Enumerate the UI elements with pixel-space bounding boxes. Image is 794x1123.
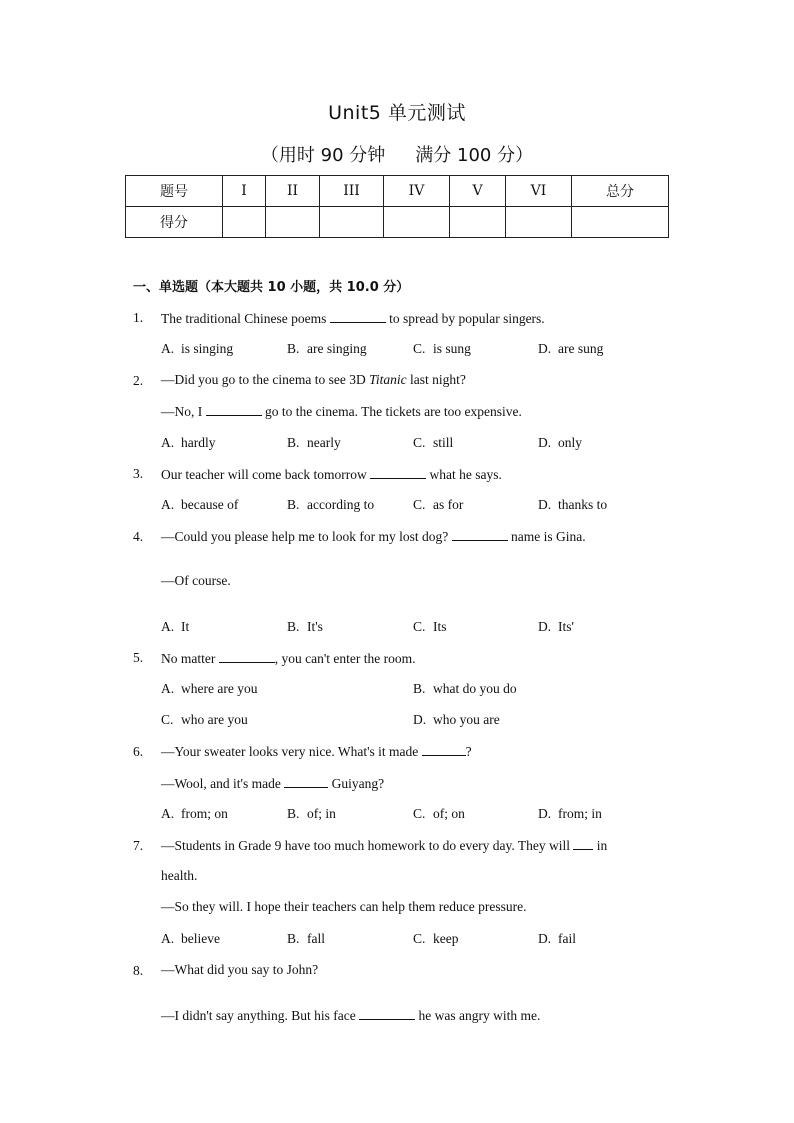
table-cell: I (223, 176, 266, 207)
option-letter: B. (287, 806, 300, 821)
section-heading: 一、单选题（本大题共 10 小题，共 10.0 分） (133, 280, 410, 295)
answer-blank[interactable] (359, 1007, 415, 1020)
question-text: —What did you say to John? (161, 962, 319, 977)
option-text: who are you (181, 712, 248, 727)
question-text: —So they will. I hope their teachers can help them reduce pressure. (161, 899, 527, 914)
question-text (161, 310, 545, 327)
option-b[interactable] (287, 931, 325, 947)
option-letter: A. (161, 931, 175, 946)
question-text (161, 466, 502, 483)
option-d[interactable] (538, 497, 607, 513)
text: Our teacher will come back tomorrow (161, 467, 367, 482)
option-text: hardly (181, 435, 216, 450)
text: go to the cinema. The tickets are too expensive. (265, 404, 522, 419)
text: —Could you please help me to look for my lost dog? (161, 529, 449, 544)
option-text: is sung (433, 341, 471, 356)
option-letter: D. (413, 712, 427, 727)
text: , you can't enter the room. (274, 651, 416, 666)
text: —Did you go to the cinema to see 3D (161, 372, 366, 387)
option-letter: D. (538, 341, 552, 356)
question-text (161, 650, 416, 667)
answer-blank[interactable] (330, 310, 386, 323)
question-text (161, 837, 607, 854)
option-letter: A. (161, 435, 175, 450)
option-d[interactable] (538, 619, 574, 635)
exam-subtitle (0, 141, 794, 167)
option-text: according to (307, 497, 375, 512)
text: —I didn't say anything. But his face (161, 1008, 356, 1023)
option-c[interactable] (413, 435, 453, 451)
answer-blank[interactable] (452, 528, 508, 541)
text: to spread by popular singers. (389, 311, 545, 326)
score-cell[interactable] (450, 207, 506, 238)
question-number: 8. (133, 963, 144, 978)
score-cell[interactable] (506, 207, 572, 238)
option-b[interactable] (287, 497, 374, 513)
option-text: where are you (181, 681, 258, 696)
text: —Wool, and it's made (161, 776, 281, 791)
option-letter: C. (413, 435, 426, 450)
table-cell: III (320, 176, 384, 207)
option-text: of; on (433, 806, 465, 821)
full-score: 满分 100 分） (415, 145, 534, 166)
option-text: It's (307, 619, 323, 634)
text: name is Gina. (510, 529, 586, 544)
option-letter: D. (538, 619, 552, 634)
answer-blank[interactable] (284, 775, 328, 788)
score-cell[interactable] (384, 207, 450, 238)
question-text: —Of course. (161, 573, 231, 588)
option-letter: D. (538, 435, 552, 450)
option-letter: C. (161, 712, 174, 727)
text: in (596, 838, 608, 853)
option-b[interactable] (413, 681, 517, 697)
question-number: 4. (133, 529, 144, 544)
option-text: who you are (433, 712, 500, 727)
option-text: Its' (558, 619, 574, 634)
question-number: 1. (133, 310, 144, 325)
question-text (161, 775, 384, 792)
question-text (161, 372, 466, 388)
text: ? (465, 744, 472, 759)
answer-blank[interactable] (219, 650, 275, 663)
option-d[interactable] (538, 806, 602, 822)
option-letter: A. (161, 341, 175, 356)
option-b[interactable] (287, 435, 341, 451)
table-cell: IV (384, 176, 450, 207)
question-text (161, 528, 586, 545)
option-b[interactable] (287, 619, 323, 635)
option-text: as for (433, 497, 464, 512)
option-letter: B. (413, 681, 426, 696)
text: last night? (409, 372, 466, 387)
table-cell: 题号 (126, 176, 223, 207)
answer-blank[interactable] (370, 466, 426, 479)
option-text: fall (307, 931, 325, 946)
option-text: from; in (558, 806, 602, 821)
option-letter: B. (287, 931, 300, 946)
text: what he says. (429, 467, 502, 482)
option-c[interactable] (413, 497, 463, 513)
option-c[interactable] (413, 806, 465, 822)
option-text: are singing (307, 341, 367, 356)
movie-title: Titanic (369, 372, 407, 387)
option-letter: B. (287, 619, 300, 634)
option-d[interactable] (538, 341, 603, 357)
option-text: believe (181, 931, 220, 946)
option-d[interactable] (538, 931, 576, 947)
option-letter: D. (538, 806, 552, 821)
option-text: Its (433, 619, 447, 634)
option-letter: C. (413, 619, 426, 634)
page-title: Unit5 单元测试 (328, 102, 466, 124)
option-letter: C. (413, 931, 426, 946)
option-letter: C. (413, 497, 426, 512)
question-text: health. (161, 868, 198, 883)
question-text (161, 1007, 540, 1024)
option-letter: A. (161, 806, 175, 821)
text: The traditional Chinese poems (161, 311, 327, 326)
option-text: of; in (307, 806, 336, 821)
text: —No, I (161, 404, 203, 419)
option-text: thanks to (558, 497, 608, 512)
option-letter: B. (287, 435, 300, 450)
option-letter: C. (413, 341, 426, 356)
option-text: keep (433, 931, 459, 946)
table-cell: 总分 (572, 176, 669, 207)
table-cell: 得分 (126, 207, 223, 238)
option-letter: B. (287, 341, 300, 356)
question-number: 3. (133, 466, 144, 481)
table-cell: VI (506, 176, 572, 207)
option-text: only (558, 435, 583, 450)
option-text: fail (558, 931, 576, 946)
option-c[interactable] (161, 712, 248, 728)
option-text: still (433, 435, 454, 450)
option-b[interactable] (287, 341, 367, 357)
option-letter: A. (161, 497, 175, 512)
time-limit: （用时 90 分钟 (260, 145, 386, 166)
option-letter: C. (413, 806, 426, 821)
option-a[interactable] (161, 619, 189, 635)
option-d[interactable] (413, 712, 500, 728)
option-letter: D. (538, 931, 552, 946)
option-letter: B. (287, 497, 300, 512)
option-d[interactable] (538, 435, 582, 451)
option-a[interactable] (161, 931, 220, 947)
text: No matter (161, 651, 216, 666)
option-text: are sung (558, 341, 604, 356)
table-cell: II (266, 176, 320, 207)
table-cell: V (450, 176, 506, 207)
text: —Students in Grade 9 have too much homework to do every day. They will (161, 838, 571, 853)
option-text: It (181, 619, 190, 634)
option-a[interactable] (161, 435, 216, 451)
answer-blank[interactable] (573, 837, 593, 850)
text: —Your sweater looks very nice. What's it made (161, 744, 419, 759)
answer-blank[interactable] (206, 403, 262, 416)
option-letter: A. (161, 681, 175, 696)
option-text: nearly (307, 435, 341, 450)
question-text (161, 403, 522, 420)
option-text: from; on (181, 806, 228, 821)
option-letter: D. (538, 497, 552, 512)
option-a[interactable] (161, 497, 238, 513)
option-text: is singing (181, 341, 234, 356)
option-c[interactable] (413, 931, 458, 947)
question-number: 7. (133, 838, 144, 853)
option-a[interactable] (161, 341, 233, 357)
option-letter: A. (161, 619, 175, 634)
text: he was angry with me. (418, 1008, 541, 1023)
score-cell[interactable] (223, 207, 266, 238)
question-number: 6. (133, 744, 144, 759)
option-c[interactable] (413, 341, 471, 357)
option-c[interactable] (413, 619, 447, 635)
score-cell[interactable] (320, 207, 384, 238)
text: Guiyang? (331, 776, 385, 791)
option-a[interactable] (161, 681, 257, 697)
score-table (125, 175, 669, 238)
score-cell[interactable] (572, 207, 669, 238)
question-number: 2. (133, 373, 144, 388)
option-a[interactable] (161, 806, 228, 822)
score-table-header-row (126, 176, 669, 207)
answer-blank[interactable] (422, 743, 466, 756)
question-number: 5. (133, 650, 144, 665)
score-cell[interactable] (266, 207, 320, 238)
option-text: because of (181, 497, 239, 512)
option-b[interactable] (287, 806, 336, 822)
score-table-score-row (126, 207, 669, 238)
question-text (161, 743, 472, 760)
option-text: what do you do (433, 681, 517, 696)
